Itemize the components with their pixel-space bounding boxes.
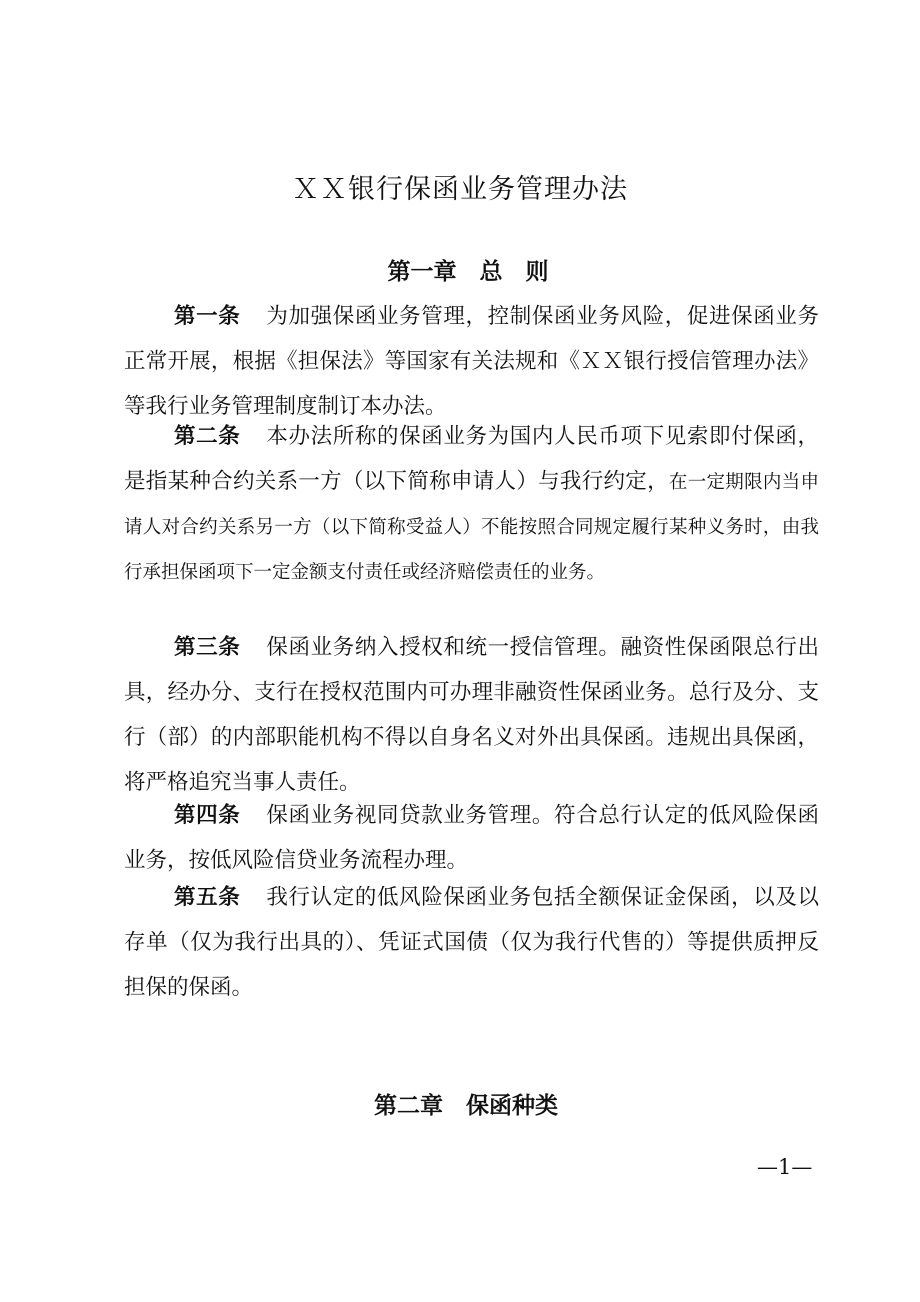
chapter-heading-1: 第一章 总 则 [387, 259, 549, 285]
article-2-text: 本办法所称的保函业务为国内人民币项下见索即付保函，是指某种合约关系一方（以下简称申请人）与我行约定， [124, 424, 819, 494]
article-1-text: 为加强保函业务管理，控制保函业务风险，促进保函业务正常开展，根据《担保法》等国家有关法规和《ＸＸ银行授信管理办法》等我行业务管理制度制订本办法。 [124, 304, 819, 419]
article-1-label: 第一条 [174, 304, 241, 329]
article-2-label: 第二条 [174, 424, 241, 449]
article-1 [124, 294, 819, 429]
page-number: —1— [757, 1155, 813, 1179]
article-3 [124, 625, 819, 805]
article-5-label: 第五条 [174, 885, 241, 910]
article-5-text: 我行认定的低风险保函业务包括全额保证金保函，以及以存单（仅为我行出具的）、凭证式国债（仅为我行代售的）等提供质押反担保的保函。 [124, 885, 819, 1000]
article-3-label: 第三条 [174, 635, 241, 660]
article-5 [124, 875, 819, 1010]
article-2 [124, 414, 819, 594]
article-3-text: 保函业务纳入授权和统一授信管理。融资性保函限总行出具，经办分、支行在授权范围内可办理非融资性保函业务。总行及分、支行（部）的内部职能机构不得以自身名义对外出具保函。违规出具保函，将严格追究当事人责任。 [124, 635, 819, 795]
article-4-label: 第四条 [174, 803, 241, 828]
article-4 [124, 793, 819, 883]
article-2-text-continued: 在一定期限内当申请人对合约关系另一方（以下简称受益人）不能按照合同规定履行某种义务时，由我行承担保函项下一定金额支付责任或经济赔偿责任的业务。 [124, 472, 819, 583]
document-title: ＸＸ银行保函业务管理办法 [292, 174, 628, 205]
article-4-text: 保函业务视同贷款业务管理。符合总行认定的低风险保函业务，按低风险信贷业务流程办理。 [124, 803, 819, 873]
chapter-heading-2: 第二章 保函种类 [374, 1093, 558, 1119]
